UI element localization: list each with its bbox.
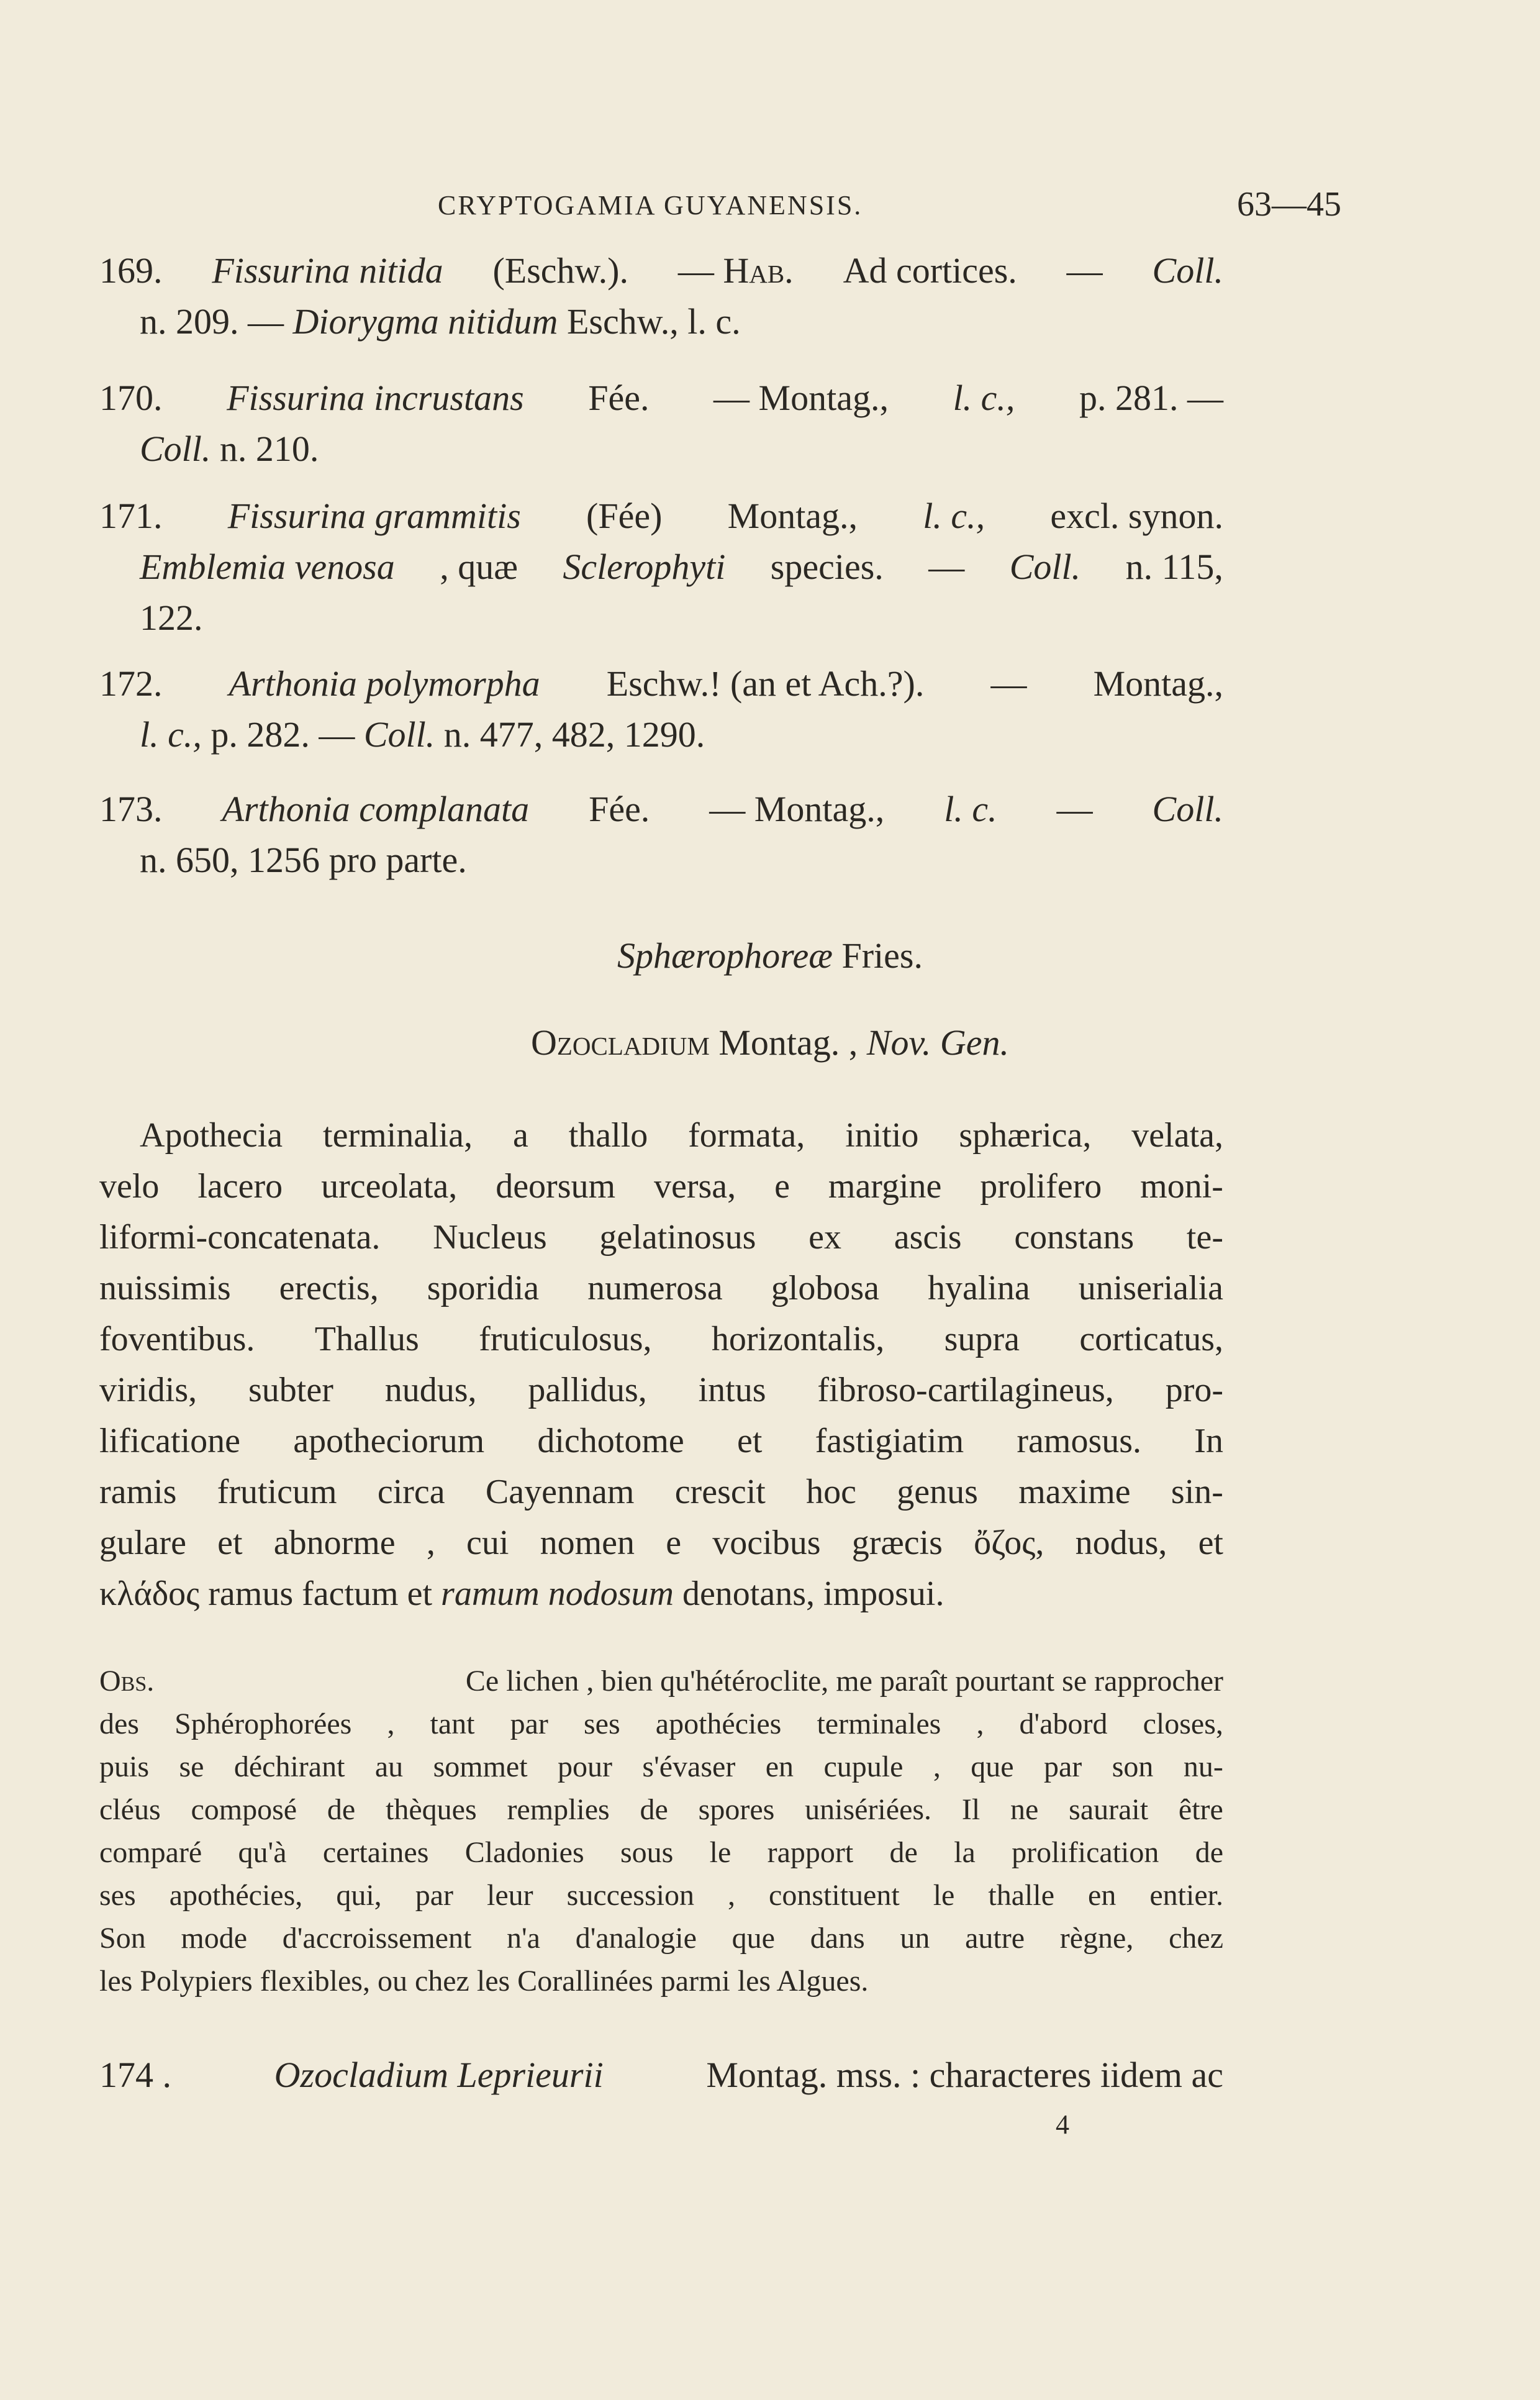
word: le xyxy=(709,1836,732,1869)
entry-line: Coll. n. 210. xyxy=(140,429,319,469)
word: pro- xyxy=(1165,1371,1223,1409)
word: maxime xyxy=(1018,1473,1131,1511)
description-line xyxy=(99,1212,1223,1263)
word: supra xyxy=(944,1320,1020,1358)
word: comparé xyxy=(99,1836,202,1869)
word: liformi-concatenata. xyxy=(99,1218,381,1257)
observation-line xyxy=(99,1874,1223,1917)
word: nomen xyxy=(540,1524,635,1562)
word: sommet xyxy=(433,1750,528,1783)
word: viridis, xyxy=(99,1371,197,1409)
word: apotheciorum xyxy=(293,1422,485,1460)
word: leur xyxy=(487,1879,533,1912)
entry-line: n. 650, 1256 pro parte. xyxy=(140,840,467,880)
word: nu- xyxy=(1183,1750,1223,1783)
word: uniserialia xyxy=(1078,1269,1223,1307)
entry-line: 174 . Ozocladium Leprieurii Montag. mss. : characteres iidem ac xyxy=(99,2055,1223,2095)
word: dans xyxy=(810,1922,865,1955)
description-line xyxy=(99,1517,1223,1568)
word: ses xyxy=(584,1707,620,1740)
word: terminalia, xyxy=(323,1116,473,1155)
description-line xyxy=(99,1416,1223,1466)
word: ramosus. xyxy=(1017,1422,1142,1460)
observation-line xyxy=(99,1702,1223,1745)
word: Cladonies xyxy=(464,1836,584,1869)
word: nudus, xyxy=(384,1371,477,1409)
entry-line: 169. Fissurina nitida (Eschw.). — Hab. Ad cortices. — Coll. xyxy=(99,250,1223,291)
word: son xyxy=(1112,1750,1154,1783)
word: corticatus, xyxy=(1079,1320,1223,1358)
word: erectis, xyxy=(279,1269,379,1307)
word: terminales xyxy=(817,1707,941,1740)
word: le xyxy=(933,1879,955,1912)
observation-line: Obs. Ce lichen , bien qu'hétéroclite, me paraît pourtant se rapprocher xyxy=(99,1665,1223,1698)
observation-note xyxy=(99,1660,1223,2002)
word: In xyxy=(1194,1422,1223,1460)
word: closes, xyxy=(1143,1707,1223,1740)
entry-line: n. 209. — Diorygma nitidum Eschw., l. c. xyxy=(140,301,741,342)
entry-174 xyxy=(99,2050,1223,2101)
word: composé xyxy=(191,1793,297,1826)
word: s'évaser xyxy=(642,1750,736,1783)
word: subter xyxy=(248,1371,333,1409)
word: initio xyxy=(845,1116,919,1155)
entry-172 xyxy=(99,658,1223,760)
word: fibroso-cartilagineus, xyxy=(817,1371,1114,1409)
word: gelatinosus xyxy=(599,1218,756,1257)
word: en xyxy=(1088,1879,1116,1912)
word: Sphérophorées xyxy=(174,1707,352,1740)
word: qui, xyxy=(336,1879,382,1912)
word: apothécies, xyxy=(169,1879,303,1912)
word: fastigiatim xyxy=(815,1422,964,1460)
word: hyalina xyxy=(927,1269,1030,1307)
word: constans xyxy=(1014,1218,1135,1257)
entry-line: 172. Arthonia polymorpha Eschw.! (an et Ach.?). — Montag., xyxy=(99,663,1223,704)
word: que xyxy=(971,1750,1014,1783)
word: lacero xyxy=(197,1167,283,1206)
word: formata, xyxy=(688,1116,805,1155)
word: n'a xyxy=(507,1922,540,1955)
word: ses xyxy=(99,1879,136,1912)
word: d'analogie xyxy=(575,1922,697,1955)
entry-line: 171. Fissurina grammitis (Fée) Montag., l. c., excl. synon. xyxy=(99,496,1223,536)
word: par xyxy=(510,1707,548,1740)
word: par xyxy=(1044,1750,1082,1783)
observation-line xyxy=(99,1745,1223,1788)
word: ne xyxy=(1010,1793,1039,1826)
word: être xyxy=(1178,1793,1223,1826)
word: intus xyxy=(698,1371,766,1409)
entry-line: 170. Fissurina incrustans Fée. — Montag., l. c., p. 281. — xyxy=(99,378,1223,418)
word: horizontalis, xyxy=(711,1320,885,1358)
word: spores xyxy=(698,1793,775,1826)
word: , xyxy=(387,1707,395,1740)
word: Apothecia xyxy=(140,1116,283,1155)
entry-line: l. c., p. 282. — Coll. n. 477, 482, 1290. xyxy=(140,714,705,755)
word: thalle xyxy=(988,1879,1054,1912)
word: ex xyxy=(808,1218,841,1257)
word: tant xyxy=(430,1707,475,1740)
word: Il xyxy=(961,1793,981,1826)
word: succession xyxy=(566,1879,694,1912)
word: en xyxy=(765,1750,794,1783)
word: genus xyxy=(897,1473,978,1511)
word: puis xyxy=(99,1750,150,1783)
word: un xyxy=(900,1922,930,1955)
genus-description xyxy=(99,1110,1223,1619)
word: pour xyxy=(558,1750,612,1783)
word: d'abord xyxy=(1019,1707,1108,1740)
word: et xyxy=(1198,1524,1223,1562)
family-heading: Sphærophoreæ Fries. xyxy=(617,935,923,976)
entry-170 xyxy=(99,373,1223,475)
description-line xyxy=(99,1263,1223,1314)
running-title: CRYPTOGAMIA GUYANENSIS. xyxy=(438,190,863,220)
word: chez xyxy=(1169,1922,1223,1955)
word: sin- xyxy=(1171,1473,1223,1511)
word: Nucleus xyxy=(433,1218,547,1257)
word: nodus, xyxy=(1075,1524,1167,1562)
observation-line xyxy=(99,1917,1223,1960)
entry-line: 173. Arthonia complanata Fée. — Montag., l. c. — Coll. xyxy=(99,789,1223,829)
word: moni- xyxy=(1140,1167,1223,1206)
word: règne, xyxy=(1059,1922,1134,1955)
word: cupule xyxy=(823,1750,904,1783)
genus-heading: Ozocladium Montag. , Nov. Gen. xyxy=(530,1022,1010,1063)
entry-173 xyxy=(99,784,1223,886)
word: prolification xyxy=(1012,1836,1159,1869)
word: , xyxy=(933,1750,941,1783)
word: entier. xyxy=(1149,1879,1223,1912)
word: numerosa xyxy=(587,1269,723,1307)
word: foventibus. xyxy=(99,1320,255,1358)
entry-171 xyxy=(99,491,1223,643)
word: thèques xyxy=(386,1793,477,1826)
word: vocibus xyxy=(712,1524,821,1562)
word: velo xyxy=(99,1167,160,1206)
word: fruticum xyxy=(217,1473,337,1511)
description-line xyxy=(99,1365,1223,1416)
entry-line: 122. xyxy=(140,598,203,638)
word: la xyxy=(954,1836,976,1869)
word: , xyxy=(976,1707,984,1740)
word: dichotome xyxy=(537,1422,684,1460)
word: margine xyxy=(828,1167,942,1206)
description-line xyxy=(99,1110,1223,1161)
word: saurait xyxy=(1069,1793,1149,1826)
word: et xyxy=(217,1524,243,1562)
word: de xyxy=(327,1793,356,1826)
word: versa, xyxy=(654,1167,736,1206)
word: e xyxy=(666,1524,682,1562)
word: prolifero xyxy=(980,1167,1102,1206)
word: apothécies xyxy=(655,1707,782,1740)
word: thallo xyxy=(568,1116,648,1155)
word: d'accroissement xyxy=(282,1922,472,1955)
word: cléus xyxy=(99,1793,161,1826)
word: crescit xyxy=(674,1473,766,1511)
description-line xyxy=(99,1314,1223,1365)
description-line xyxy=(99,1161,1223,1212)
observation-line: les Polypiers flexibles, ou chez les Corallinées parmi les Algues. xyxy=(99,1965,869,1998)
observation-line xyxy=(99,1831,1223,1874)
entry-line: Emblemia venosa , quæ Sclerophyti species. — Coll. n. 115, xyxy=(140,547,1223,587)
word: mode xyxy=(181,1922,248,1955)
word: a xyxy=(512,1116,528,1155)
signature-mark: 4 xyxy=(1056,2109,1069,2140)
word: des xyxy=(99,1707,139,1740)
word: pallidus, xyxy=(528,1371,647,1409)
entry-169 xyxy=(99,245,1223,347)
page-number: 63—45 xyxy=(1237,185,1341,224)
word: cui xyxy=(466,1524,509,1562)
word: de xyxy=(1195,1836,1223,1869)
page-header xyxy=(99,185,1341,239)
word: , xyxy=(426,1524,435,1562)
word: græcis xyxy=(851,1524,943,1562)
word: Son xyxy=(99,1922,146,1955)
emphasis: ramum nodosum xyxy=(441,1575,674,1613)
word: Cayennam xyxy=(485,1473,635,1511)
word: constituent xyxy=(769,1879,900,1912)
description-line xyxy=(99,1466,1223,1517)
word: circa xyxy=(377,1473,445,1511)
word: e xyxy=(774,1167,790,1206)
word: et xyxy=(737,1422,763,1460)
word: sporidia xyxy=(427,1269,540,1307)
description-line-last: κλάδος ramus factum et ramum nodosum denotans, imposui. xyxy=(99,1575,944,1613)
word: , xyxy=(728,1879,735,1912)
word: lificatione xyxy=(99,1422,241,1460)
word: déchirant xyxy=(233,1750,345,1783)
word: sphærica, xyxy=(959,1116,1092,1155)
word: fruticulosus, xyxy=(479,1320,652,1358)
word: ramis xyxy=(99,1473,177,1511)
word: sous xyxy=(620,1836,674,1869)
word: ὄζος, xyxy=(974,1524,1044,1562)
word: ascis xyxy=(894,1218,962,1257)
word: se xyxy=(179,1750,204,1783)
word: gulare xyxy=(99,1524,186,1562)
word: globosa xyxy=(771,1269,879,1307)
word: deorsum xyxy=(496,1167,616,1206)
word: par xyxy=(415,1879,453,1912)
word: unisériées. xyxy=(805,1793,932,1826)
word: remplies xyxy=(507,1793,610,1826)
word: certaines xyxy=(322,1836,429,1869)
observation-line xyxy=(99,1788,1223,1831)
word: nuissimis xyxy=(99,1269,231,1307)
word: abnorme xyxy=(273,1524,396,1562)
word: que xyxy=(732,1922,775,1955)
word: urceolata, xyxy=(321,1167,458,1206)
word: de xyxy=(640,1793,668,1826)
word: velata, xyxy=(1131,1116,1223,1155)
word: qu'à xyxy=(238,1836,287,1869)
word: hoc xyxy=(806,1473,856,1511)
word: rapport xyxy=(767,1836,854,1869)
word: autre xyxy=(965,1922,1025,1955)
word: te- xyxy=(1186,1218,1223,1257)
word: au xyxy=(374,1750,404,1783)
word: de xyxy=(889,1836,918,1869)
word: Thallus xyxy=(314,1320,419,1358)
